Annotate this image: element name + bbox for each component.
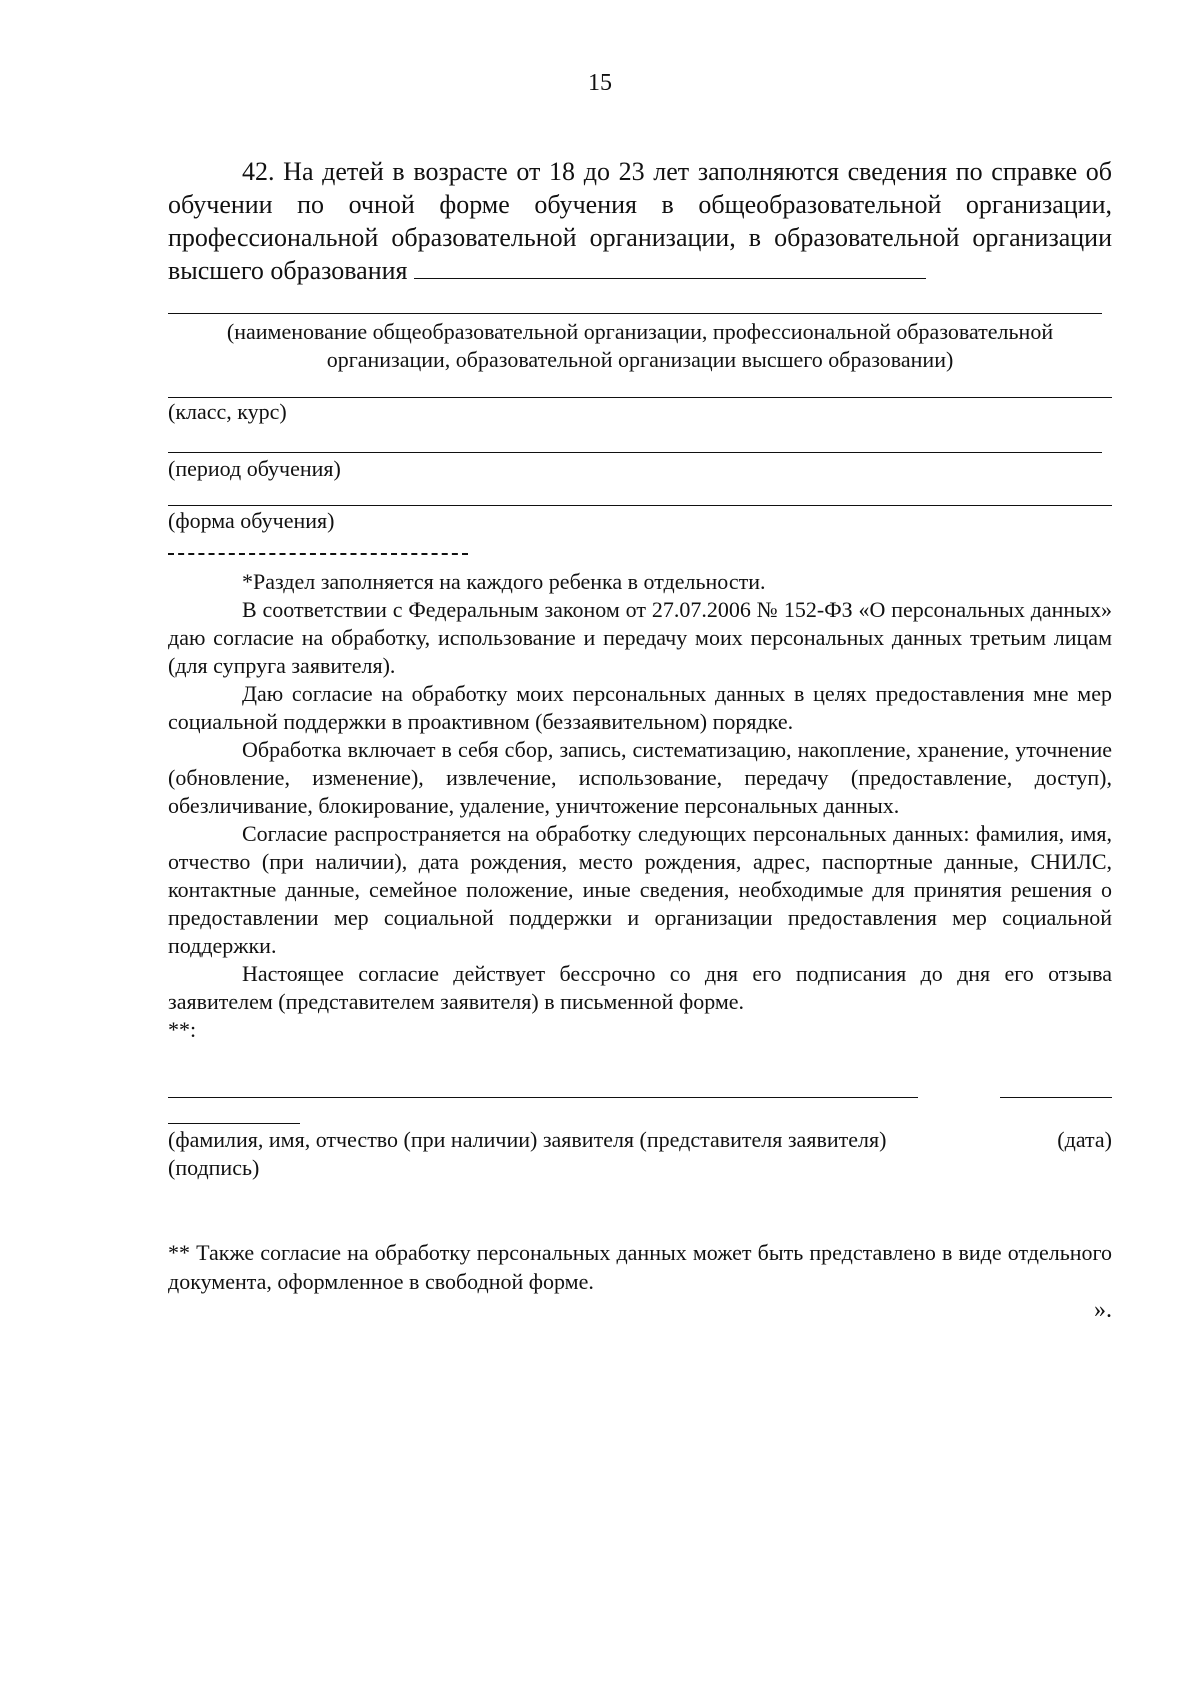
applicant-name-caption: (фамилия, имя, отчество (при наличии) заявителя (представителя заявителя) bbox=[168, 1127, 887, 1152]
study-period-input-line[interactable] bbox=[168, 452, 1102, 453]
class-course-input-line[interactable] bbox=[168, 397, 1112, 398]
section-42 bbox=[168, 155, 1112, 287]
class-course-caption: (класс, курс) bbox=[168, 399, 287, 424]
footnote-marker: **: bbox=[168, 1017, 197, 1042]
org-name-input-line[interactable] bbox=[414, 277, 926, 279]
study-form-input-line[interactable] bbox=[168, 505, 1112, 506]
study-form-caption: (форма обучения) bbox=[168, 508, 335, 533]
consent-paragraph-4: Согласие распространяется на обработку следующих персональных данных: фамилия, имя, отчество (при наличии), дата рождения, место рождения, адрес, паспортные данные, СНИЛС, контактные данные, семейное положение, иные сведения, необходимые для принятия решения о предоставлении мер социальной поддержки и организации предоставления мер социальной поддержки. bbox=[168, 821, 1112, 958]
consent-paragraph-5: Настоящее согласие действует бессрочно со дня его подписания до дня его отзыва заявителем (представителем заявителя) в письменной форме. bbox=[168, 961, 1112, 1014]
consent-paragraph-1: В соответствии с Федеральным законом от 27.07.2006 № 152-ФЗ «О персональных данных» даю согласие на обработку, использование и передачу моих персональных данных третьим лицам (для супруга заявителя). bbox=[168, 597, 1112, 678]
footnote-separator bbox=[168, 553, 468, 555]
study-period-caption: (период обучения) bbox=[168, 456, 341, 481]
signature-caption: (подпись) bbox=[168, 1155, 260, 1180]
consent-text bbox=[168, 568, 1112, 1044]
date-caption: (дата) bbox=[1057, 1127, 1112, 1152]
consent-paragraph-2: Даю согласие на обработку моих персональных данных в целях предоставления мне мер социальной поддержки в проактивном (беззаявительном) порядке. bbox=[168, 681, 1112, 734]
org-name-input-line-2[interactable] bbox=[168, 313, 1102, 314]
footnote-2: ** Также согласие на обработку персональных данных может быть представлено в виде отдельного документа, оформленное в свободной форме. bbox=[168, 1240, 1112, 1294]
section-42-text: 42. На детей в возрасте от 18 до 23 лет заполняются сведения по справке об обучении по очной форме обучения в общеобразовательной организации, профессиональной образовательной организации, в образовательной организации высшего образования bbox=[168, 157, 1112, 285]
applicant-name-input-line[interactable] bbox=[168, 1097, 918, 1098]
org-name-caption: (наименование общеобразовательной организации, профессиональной образовательной организации, образовательной организации высшего образовании) bbox=[226, 319, 1054, 372]
footnote-1: *Раздел заполняется на каждого ребенка в отдельности. bbox=[242, 569, 766, 594]
consent-paragraph-3: Обработка включает в себя сбор, запись, систематизацию, накопление, хранение, уточнение (обновление, изменение), извлечение, использование, передачу (предоставление, доступ), обезличивание, блокирование, удаление, уничтожение персональных данных. bbox=[168, 737, 1112, 818]
page-number: 15 bbox=[588, 70, 612, 96]
closing-quote: ». bbox=[1094, 1297, 1112, 1323]
signature-captions bbox=[168, 1126, 1112, 1182]
signature-input-line[interactable] bbox=[168, 1123, 300, 1124]
date-input-line[interactable] bbox=[1000, 1097, 1112, 1098]
